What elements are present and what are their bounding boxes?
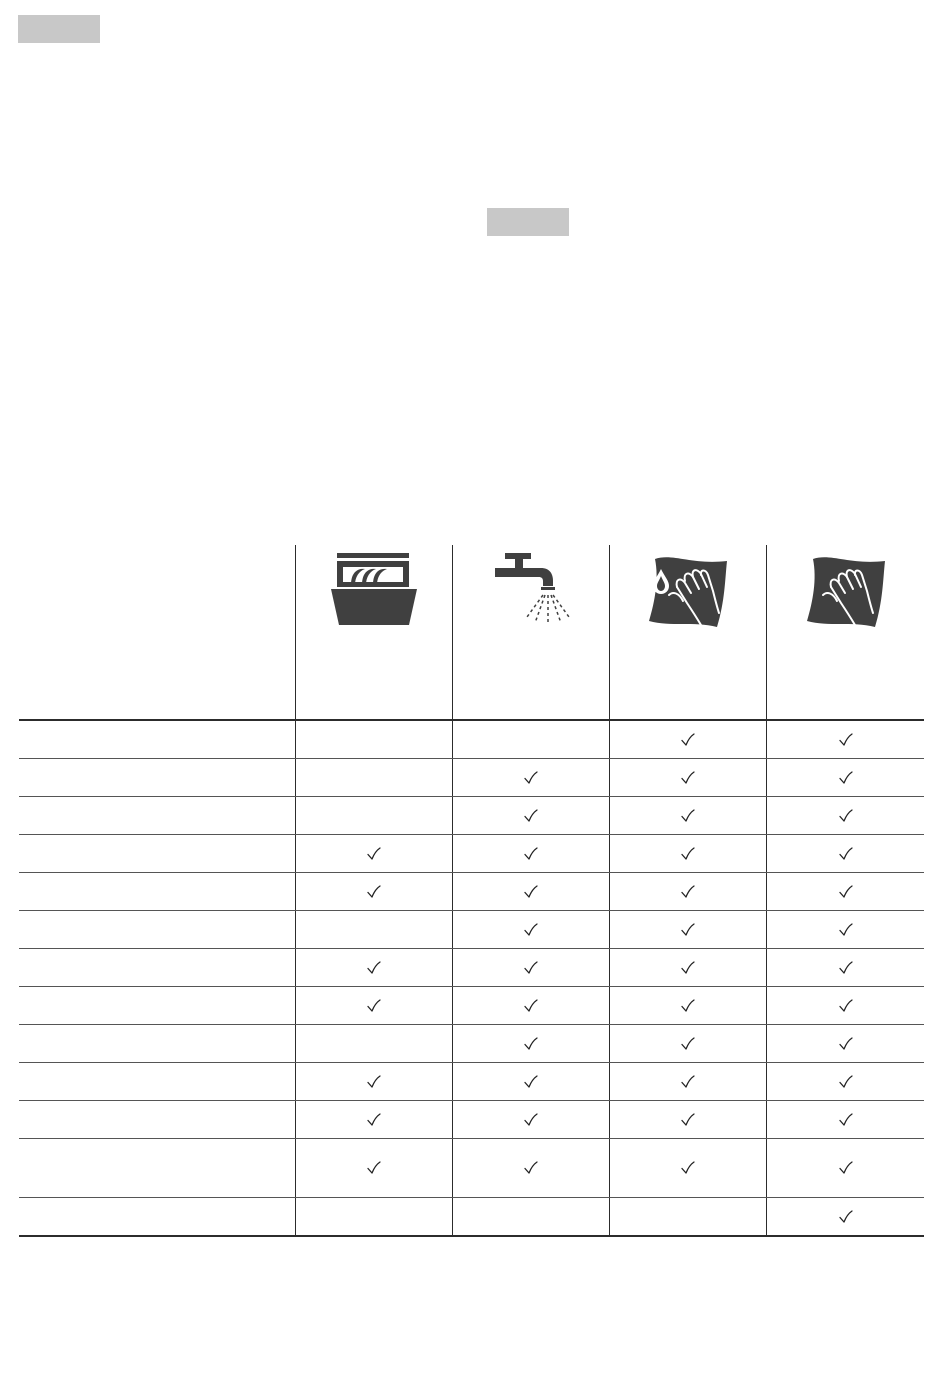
checkmark-icon (839, 1113, 853, 1127)
check-cell-dry-cloth-hand (766, 797, 924, 834)
checkmark-icon (839, 1210, 853, 1224)
row-label (19, 835, 295, 872)
check-cell-running-tap (452, 759, 609, 796)
check-cell-running-tap (452, 1139, 609, 1197)
check-cell-damp-cloth-hand (609, 797, 766, 834)
check-cell-dishwasher (295, 987, 452, 1024)
checkmark-icon (681, 923, 695, 937)
check-cell-running-tap (452, 797, 609, 834)
check-cell-dry-cloth-hand (766, 1025, 924, 1062)
check-cell-dishwasher (295, 835, 452, 872)
header-dry-cloth (766, 545, 924, 719)
row-label (19, 759, 295, 796)
row-label (19, 1025, 295, 1062)
check-cell-damp-cloth-hand (609, 1101, 766, 1138)
check-cell-running-tap (452, 911, 609, 948)
check-cell-damp-cloth-hand (609, 949, 766, 986)
row-label (19, 949, 295, 986)
check-cell-dry-cloth-hand (766, 1198, 924, 1235)
check-cell-running-tap (452, 949, 609, 986)
check-cell-running-tap (452, 873, 609, 910)
checkmark-icon (839, 771, 853, 785)
check-cell-damp-cloth-hand (609, 1198, 766, 1235)
row-label (19, 987, 295, 1024)
check-cell-dry-cloth-hand (766, 721, 924, 758)
checkmark-icon (367, 1113, 381, 1127)
checkmark-icon (524, 1037, 538, 1051)
check-cell-damp-cloth-hand (609, 911, 766, 948)
check-cell-damp-cloth-hand (609, 873, 766, 910)
table-row (19, 1198, 924, 1237)
table-row (19, 1025, 924, 1063)
checkmark-icon (681, 771, 695, 785)
checkmark-icon (681, 1113, 695, 1127)
checkmark-icon (839, 1037, 853, 1051)
cleaning-method-table (19, 545, 924, 1237)
check-cell-damp-cloth-hand (609, 1025, 766, 1062)
check-cell-dishwasher (295, 721, 452, 758)
check-cell-damp-cloth-hand (609, 721, 766, 758)
dishwasher-icon (329, 551, 419, 627)
checkmark-icon (681, 1075, 695, 1089)
check-cell-dishwasher (295, 1025, 452, 1062)
check-cell-dishwasher (295, 873, 452, 910)
checkmark-icon (681, 809, 695, 823)
dry-cloth-hand-icon (799, 551, 893, 631)
table-body (19, 721, 924, 1237)
checkmark-icon (367, 1161, 381, 1175)
table-row (19, 987, 924, 1025)
checkmark-icon (839, 961, 853, 975)
checkmark-icon (367, 847, 381, 861)
row-label (19, 1101, 295, 1138)
checkmark-icon (681, 733, 695, 747)
damp-cloth-hand-icon (641, 551, 735, 631)
check-cell-dishwasher (295, 949, 452, 986)
table-row (19, 721, 924, 759)
check-cell-damp-cloth-hand (609, 987, 766, 1024)
checkmark-icon (524, 847, 538, 861)
row-label (19, 911, 295, 948)
header-running-tap (452, 545, 609, 719)
checkmark-icon (524, 1113, 538, 1127)
check-cell-dishwasher (295, 1101, 452, 1138)
header-dishwasher (295, 545, 452, 719)
checkmark-icon (524, 1161, 538, 1175)
checkmark-icon (524, 885, 538, 899)
check-cell-dishwasher (295, 1063, 452, 1100)
check-cell-running-tap (452, 1101, 609, 1138)
checkmark-icon (524, 961, 538, 975)
checkmark-icon (839, 847, 853, 861)
checkmark-icon (681, 961, 695, 975)
checkmark-icon (839, 809, 853, 823)
checkmark-icon (839, 733, 853, 747)
table-row (19, 873, 924, 911)
table-row (19, 911, 924, 949)
check-cell-running-tap (452, 835, 609, 872)
check-cell-dry-cloth-hand (766, 1101, 924, 1138)
redacted-label-middle (487, 208, 569, 236)
table-row (19, 835, 924, 873)
check-cell-dry-cloth-hand (766, 1063, 924, 1100)
checkmark-icon (839, 923, 853, 937)
checkmark-icon (524, 1075, 538, 1089)
check-cell-dry-cloth-hand (766, 911, 924, 948)
checkmark-icon (839, 885, 853, 899)
checkmark-icon (524, 809, 538, 823)
row-label (19, 873, 295, 910)
checkmark-icon (839, 999, 853, 1013)
check-cell-damp-cloth-hand (609, 759, 766, 796)
check-cell-dishwasher (295, 759, 452, 796)
checkmark-icon (681, 1037, 695, 1051)
check-cell-dry-cloth-hand (766, 987, 924, 1024)
table-row (19, 949, 924, 987)
checkmark-icon (367, 885, 381, 899)
checkmark-icon (367, 1075, 381, 1089)
table-row (19, 1139, 924, 1198)
table-row (19, 1063, 924, 1101)
checkmark-icon (524, 923, 538, 937)
header-empty-cell (19, 545, 295, 719)
check-cell-dry-cloth-hand (766, 759, 924, 796)
table-row (19, 759, 924, 797)
check-cell-running-tap (452, 1063, 609, 1100)
check-cell-dishwasher (295, 797, 452, 834)
check-cell-running-tap (452, 721, 609, 758)
checkmark-icon (681, 847, 695, 861)
checkmark-icon (367, 999, 381, 1013)
checkmark-icon (524, 771, 538, 785)
table-header-row (19, 545, 924, 721)
check-cell-dishwasher (295, 1198, 452, 1235)
checkmark-icon (839, 1075, 853, 1089)
check-cell-running-tap (452, 1025, 609, 1062)
check-cell-dry-cloth-hand (766, 873, 924, 910)
header-damp-cloth (609, 545, 766, 719)
redacted-label-top (18, 15, 100, 43)
checkmark-icon (681, 1161, 695, 1175)
table-row (19, 1101, 924, 1139)
check-cell-running-tap (452, 1198, 609, 1235)
row-label (19, 1063, 295, 1100)
checkmark-icon (367, 961, 381, 975)
check-cell-damp-cloth-hand (609, 1139, 766, 1197)
check-cell-dry-cloth-hand (766, 835, 924, 872)
check-cell-damp-cloth-hand (609, 1063, 766, 1100)
checkmark-icon (524, 999, 538, 1013)
row-label (19, 1198, 295, 1235)
row-label (19, 721, 295, 758)
table-row (19, 797, 924, 835)
check-cell-dishwasher (295, 911, 452, 948)
check-cell-running-tap (452, 987, 609, 1024)
check-cell-dishwasher (295, 1139, 452, 1197)
checkmark-icon (681, 999, 695, 1013)
checkmark-icon (681, 885, 695, 899)
check-cell-dry-cloth-hand (766, 949, 924, 986)
row-label (19, 1139, 295, 1197)
checkmark-icon (839, 1161, 853, 1175)
row-label (19, 797, 295, 834)
running-tap-icon (491, 551, 571, 631)
check-cell-damp-cloth-hand (609, 835, 766, 872)
check-cell-dry-cloth-hand (766, 1139, 924, 1197)
